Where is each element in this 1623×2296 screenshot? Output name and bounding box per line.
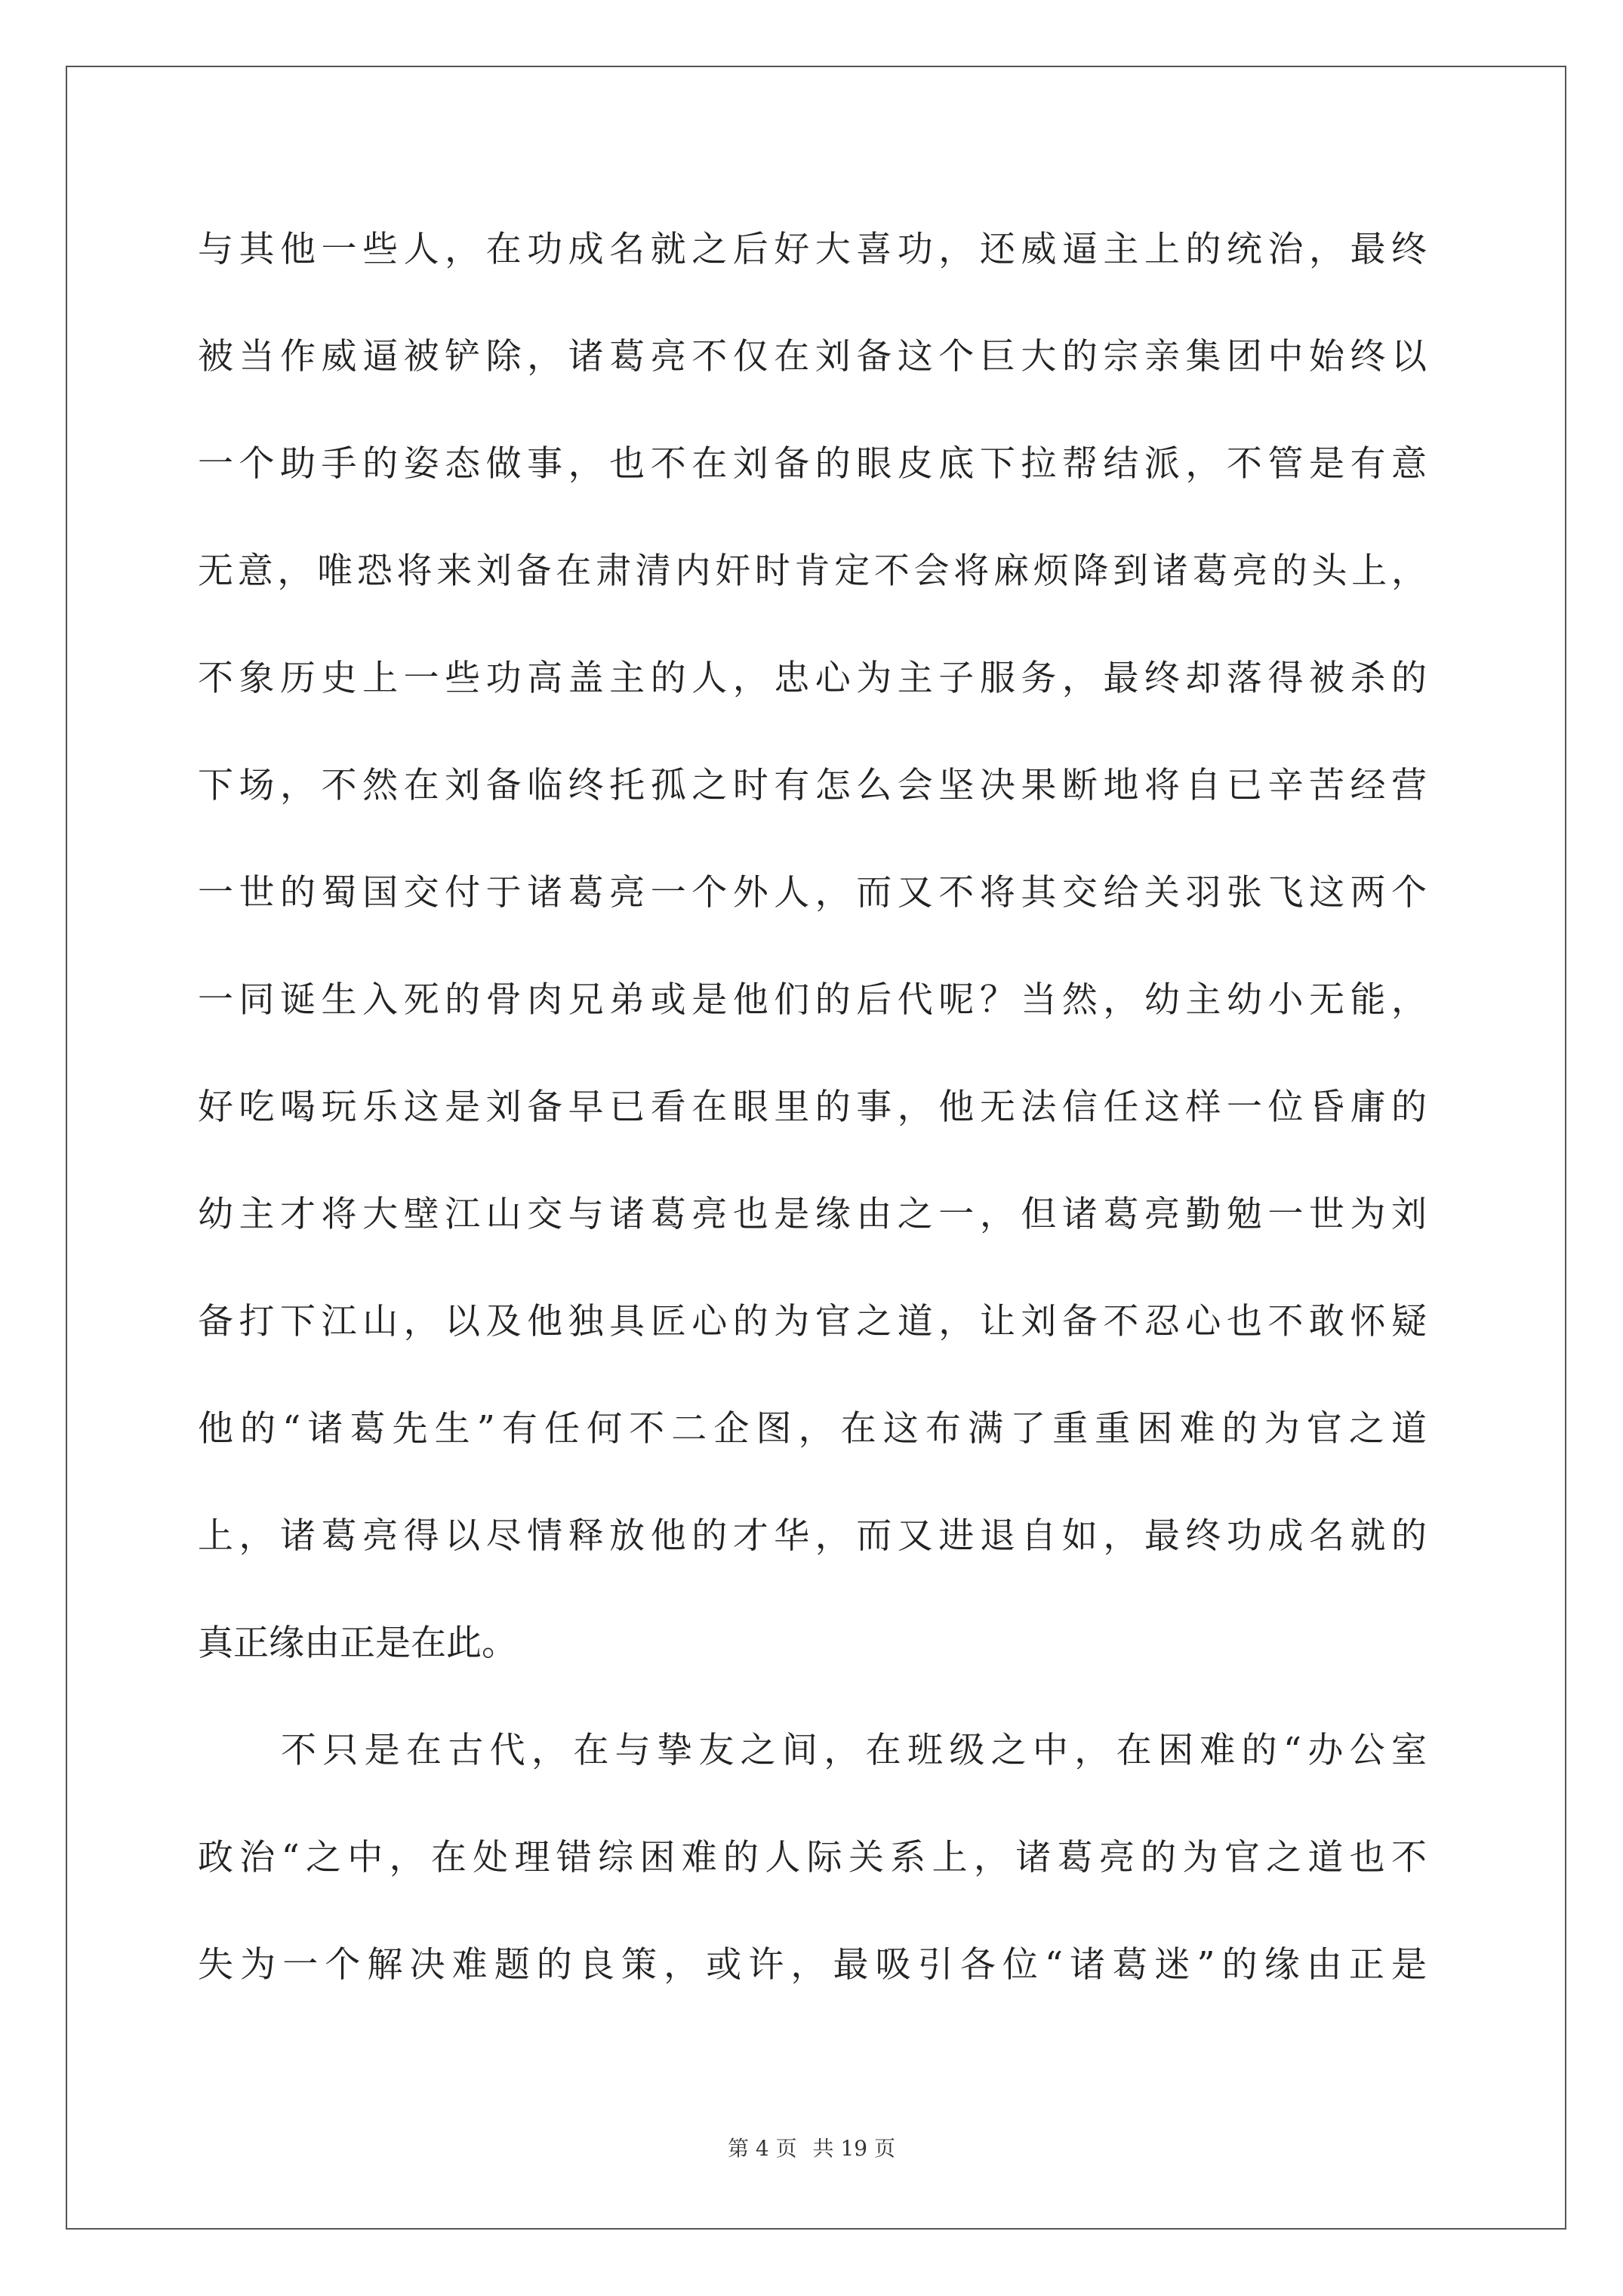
text-line: 上，诸葛亮得以尽情释放他的才华，而又进退自如，最终功成名就的 <box>198 1515 1427 1557</box>
page-total: 共 19 页 <box>812 2136 895 2161</box>
text-line: 备打下江山，以及他独具匠心的为官之道，让刘备不忍心也不敢怀疑 <box>198 1301 1427 1342</box>
text-line: 被当作威逼被铲除，诸葛亮不仅在刘备这个巨大的宗亲集团中始终以 <box>198 336 1427 378</box>
text-line: 他的“诸葛先生”有任何不二企图，在这布满了重重困难的为官之道 <box>198 1408 1427 1450</box>
text-line: 真正缘由正是在此。 <box>198 1623 517 1664</box>
text-line: 政治“之中，在处理错综困难的人际关系上，诸葛亮的为官之道也不 <box>198 1837 1427 1878</box>
text-line: 好吃喝玩乐这是刘备早已看在眼里的事，他无法信任这样一位昏庸的 <box>198 1086 1427 1128</box>
text-line: 不只是在古代，在与挚友之间，在班级之中，在困难的“办公室 <box>281 1730 1427 1771</box>
text-line: 不象历史上一些功高盖主的人，忠心为主子服务，最终却落得被杀的 <box>198 658 1427 699</box>
page-footer <box>0 2132 1623 2162</box>
text-line: 一个助手的姿态做事，也不在刘备的眼皮底下拉帮结派，不管是有意 <box>198 443 1427 485</box>
text-line: 失为一个解决难题的良策，或许，最吸引各位“诸葛迷”的缘由正是 <box>198 1944 1427 1986</box>
document-body <box>198 219 1427 2042</box>
text-line: 一同诞生入死的骨肉兄弟或是他们的后代呢？当然，幼主幼小无能， <box>198 979 1427 1021</box>
text-line: 下场，不然在刘备临终托孤之时有怎么会坚决果断地将自已辛苦经营 <box>198 765 1427 806</box>
text-line: 无意，唯恐将来刘备在肃清内奸时肯定不会将麻烦降到诸葛亮的头上， <box>198 550 1427 592</box>
text-line: 一世的蜀国交付于诸葛亮一个外人，而又不将其交给关羽张飞这两个 <box>198 872 1427 914</box>
text-line: 幼主才将大壁江山交与诸葛亮也是缘由之一，但诸葛亮勤勉一世为刘 <box>198 1194 1427 1235</box>
page-number: 第 4 页 <box>728 2136 797 2161</box>
text-line: 与其他一些人，在功成名就之后好大喜功，还威逼主上的统治，最终 <box>198 229 1427 270</box>
